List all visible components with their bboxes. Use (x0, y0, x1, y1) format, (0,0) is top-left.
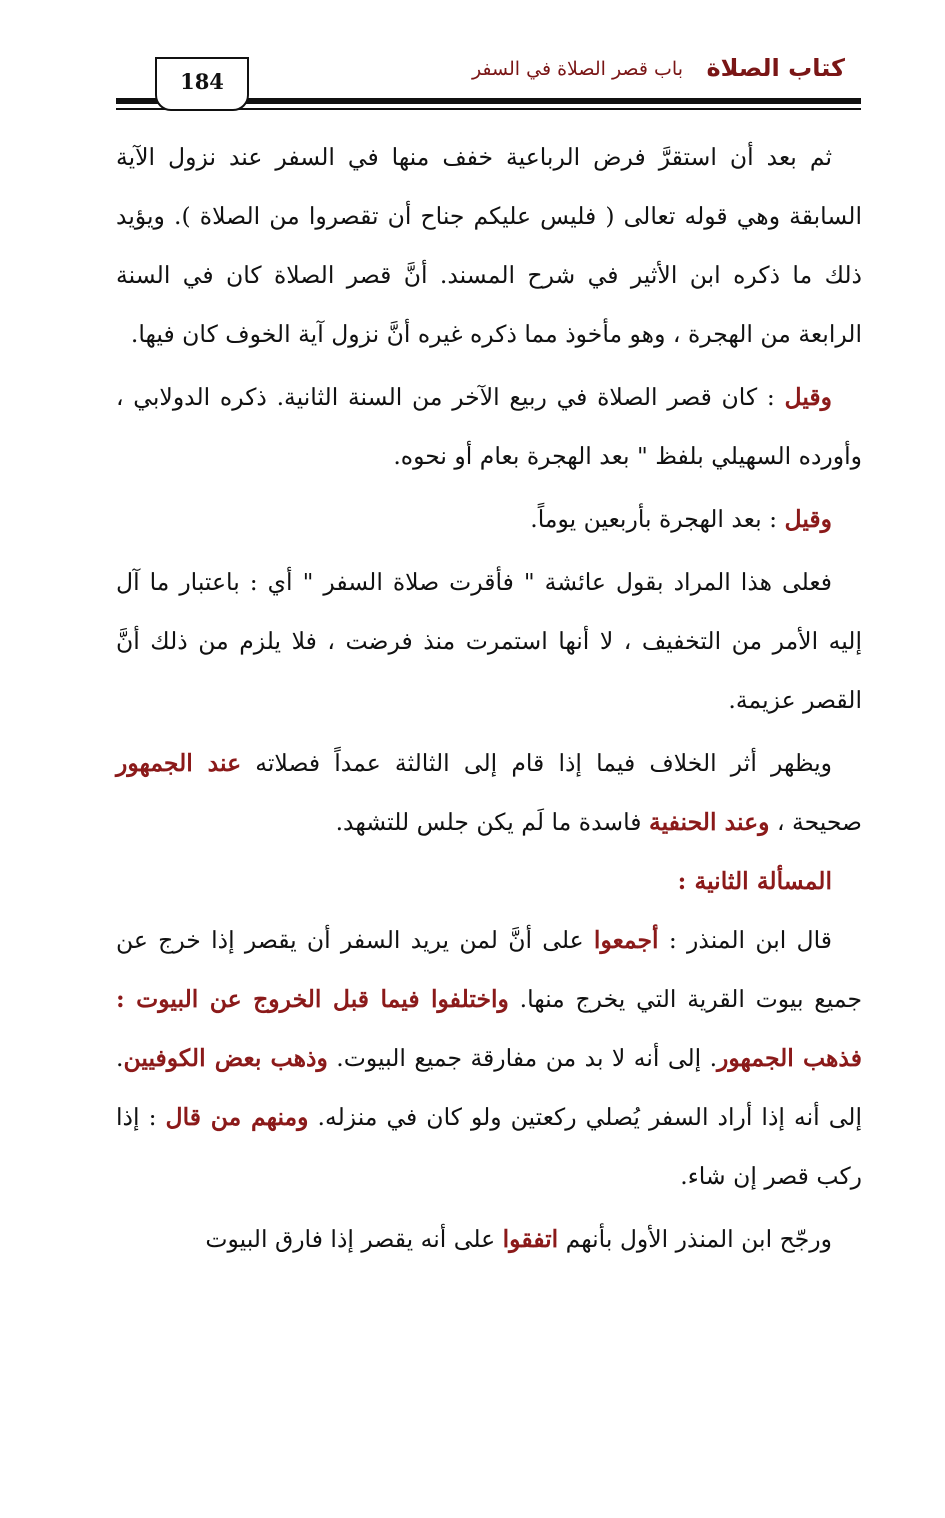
highlight-term: ومنهم من قال (165, 1103, 309, 1131)
paragraph-3: وقيل : بعد الهجرة بأربعين يوماً. (530, 505, 832, 533)
page-number: 184 (155, 57, 249, 111)
highlight-term: وعند الحنفية (648, 808, 770, 836)
highlight-term: وقيل (784, 383, 832, 411)
section-heading: المسألة الثانية : (677, 867, 832, 895)
highlight-term: وذهب بعض الكوفيين (123, 1044, 328, 1072)
paragraph-4: فعلى هذا المراد بقول عائشة " فأقرت صلاة السفر " أي : باعتبار ما آل إليه الأمر من التخفيف ، لا أنها استمرت منذ فرضت ، فلا يلزم من ذلك أنَّ القصر عزيمة. (116, 568, 862, 714)
highlight-term: اتفقوا (502, 1225, 559, 1253)
paragraph-7: ورجّح ابن المنذر الأول بأنهم اتفقوا على أنه يقصر إذا فارق البيوت (205, 1225, 832, 1253)
page-body (116, 128, 862, 1269)
highlight-term: عند الجمهور (116, 749, 242, 777)
paragraph-5: ويظهر أثر الخلاف فيما إذا قام إلى الثالثة عمداً فصلاته عند الجمهور صحيحة ، وعند الحنفية فاسدة ما لَم يكن جلس للتشهد. (116, 749, 862, 836)
highlight-term: واختلفوا فيما قبل الخروج عن البيوت : فذهب الجمهور (116, 985, 862, 1072)
highlight-term: أجمعوا (593, 926, 659, 954)
chapter-title: باب قصر الصلاة في السفر (471, 58, 683, 80)
paragraph-1: ثم بعد أن استقرَّ فرض الرباعية خفف منها في السفر عند نزول الآية السابقة وهي قوله تعالى ( فليس عليكم جناح أن تقصروا من الصلاة ). ويؤيد ذلك ما ذكره ابن الأثير في شرح المسند. أنَّ قصر الصلاة كان في السنة الرابعة من الهجرة ، وهو مأخوذ مما ذكره غيره أنَّ نزول آية الخوف كان فيها. (116, 143, 862, 348)
highlight-term: وقيل (784, 505, 832, 533)
paragraph-6: قال ابن المنذر : أجمعوا على أنَّ لمن يريد السفر أن يقصر إذا خرج عن جميع بيوت القرية التي يخرج منها. واختلفوا فيما قبل الخروج عن البيوت : فذهب الجمهور. إلى أنه لا بد من مفارقة جميع البيوت. وذهب بعض الكوفيين. إلى أنه إذا أراد السفر يُصلي ركعتين ولو كان في منزله. ومنهم من قال : إذا ركب قصر إن شاء. (116, 926, 862, 1190)
book-title: كتاب الصلاة (706, 54, 845, 82)
paragraph-2: وقيل : كان قصر الصلاة في ربيع الآخر من السنة الثانية. ذكره الدولابي ، وأورده السهيلي بلفظ " بعد الهجرة بعام أو نحوه. (116, 383, 862, 470)
